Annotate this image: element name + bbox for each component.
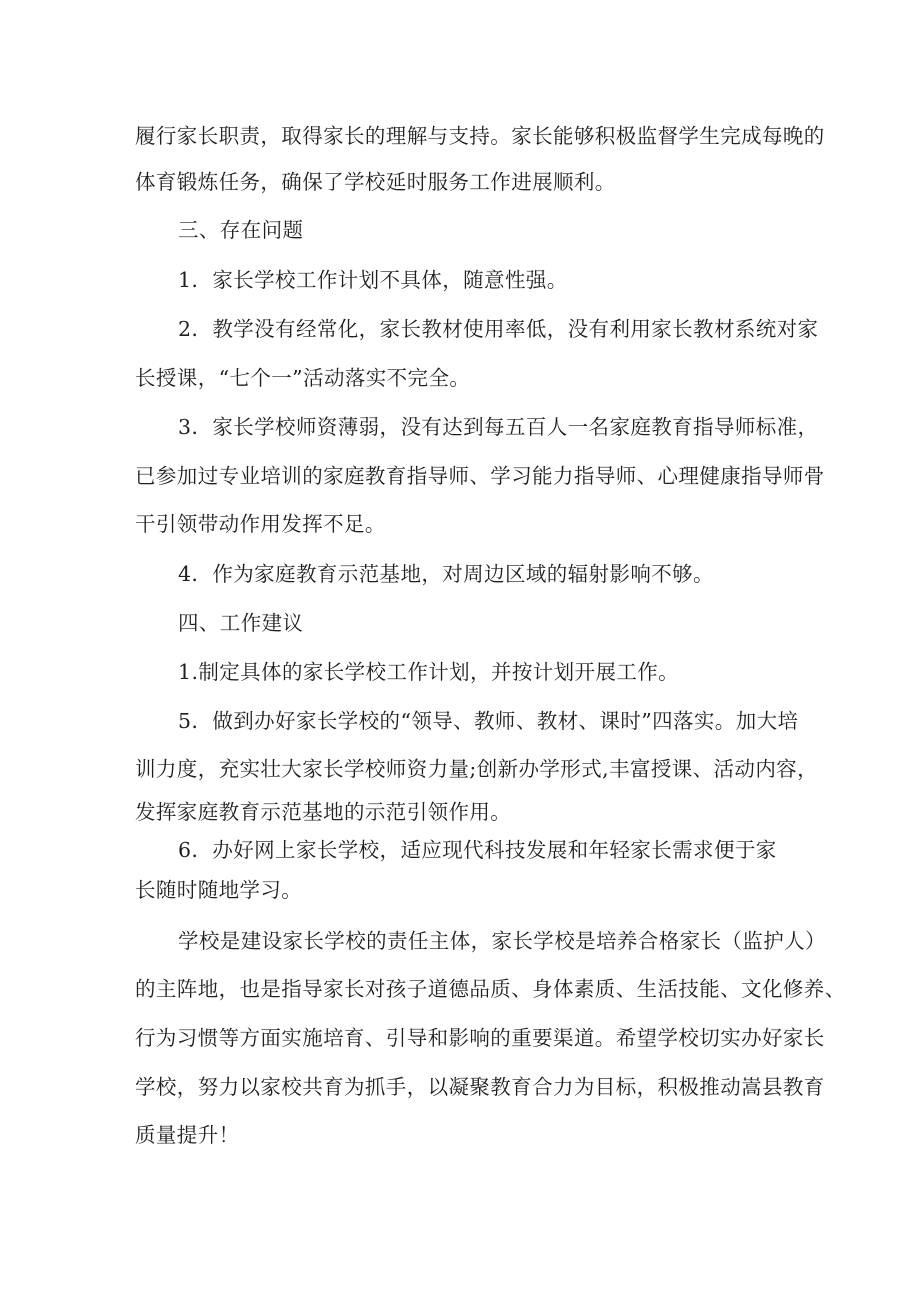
list-item-continuation: 已参加过专业培训的家庭教育指导师、学习能力指导师、心理健康指导师骨 xyxy=(135,464,825,488)
list-item-continuation: 干引领带动作用发挥不足。 xyxy=(135,512,386,536)
list-item: 4．作为家庭教育示范基地，对周边区域的辐射影响不够。 xyxy=(178,562,714,586)
closing-paragraph-line: 质量提升！ xyxy=(135,1123,240,1147)
section-heading: 三、存在问题 xyxy=(178,218,304,242)
list-item-continuation: 发挥家庭教育示范基地的示范引领作用。 xyxy=(135,800,512,824)
list-item: 6．办好网上家长学校，适应现代科技发展和年轻家长需求便于家 xyxy=(178,838,777,862)
paragraph-line: 履行家长职责，取得家长的理解与支持。家长能够积极监督学生完成每晚的 xyxy=(135,124,825,148)
list-item: 2．教学没有经常化，家长教材使用率低，没有利用家长教材系统对家 xyxy=(178,317,819,341)
closing-paragraph-line: 学校是建设家长学校的责任主体，家长学校是培养合格家长（监护人） xyxy=(178,929,826,953)
closing-paragraph-line: 行为习惯等方面实施培育、引导和影响的重要渠道。希望学校切实办好家长 xyxy=(135,1026,825,1050)
list-item-continuation: 长授课，“七个一”活动落实不完全。 xyxy=(135,366,471,390)
list-item-continuation: 长随时随地学习。 xyxy=(135,878,303,902)
list-item: 3．家长学校师资薄弱，没有达到每五百人一名家庭教育指导师标准， xyxy=(178,415,819,439)
list-item: 5．做到办好家长学校的“领导、教师、教材、课时”四落实。加大培 xyxy=(178,709,799,733)
list-item-continuation: 训力度，充实壮大家长学校师资力量;创新办学形式,丰富授课、活动内容， xyxy=(135,757,819,781)
section-heading: 四、工作建议 xyxy=(178,611,304,635)
paragraph-line: 体育锻炼任务，确保了学校延时服务工作进展顺利。 xyxy=(135,170,616,194)
list-item: 1.制定具体的家长学校工作计划，并按计划开展工作。 xyxy=(178,660,680,684)
list-item: 1．家长学校工作计划不具体，随意性强。 xyxy=(178,268,568,292)
closing-paragraph-line: 的主阵地，也是指导家长对孩子道德品质、身体素质、生活技能、文化修养、 xyxy=(135,977,846,1001)
closing-paragraph-line: 学校，努力以家校共育为抓手，以凝聚教育合力为目标，积极推动嵩县教育 xyxy=(135,1075,825,1099)
